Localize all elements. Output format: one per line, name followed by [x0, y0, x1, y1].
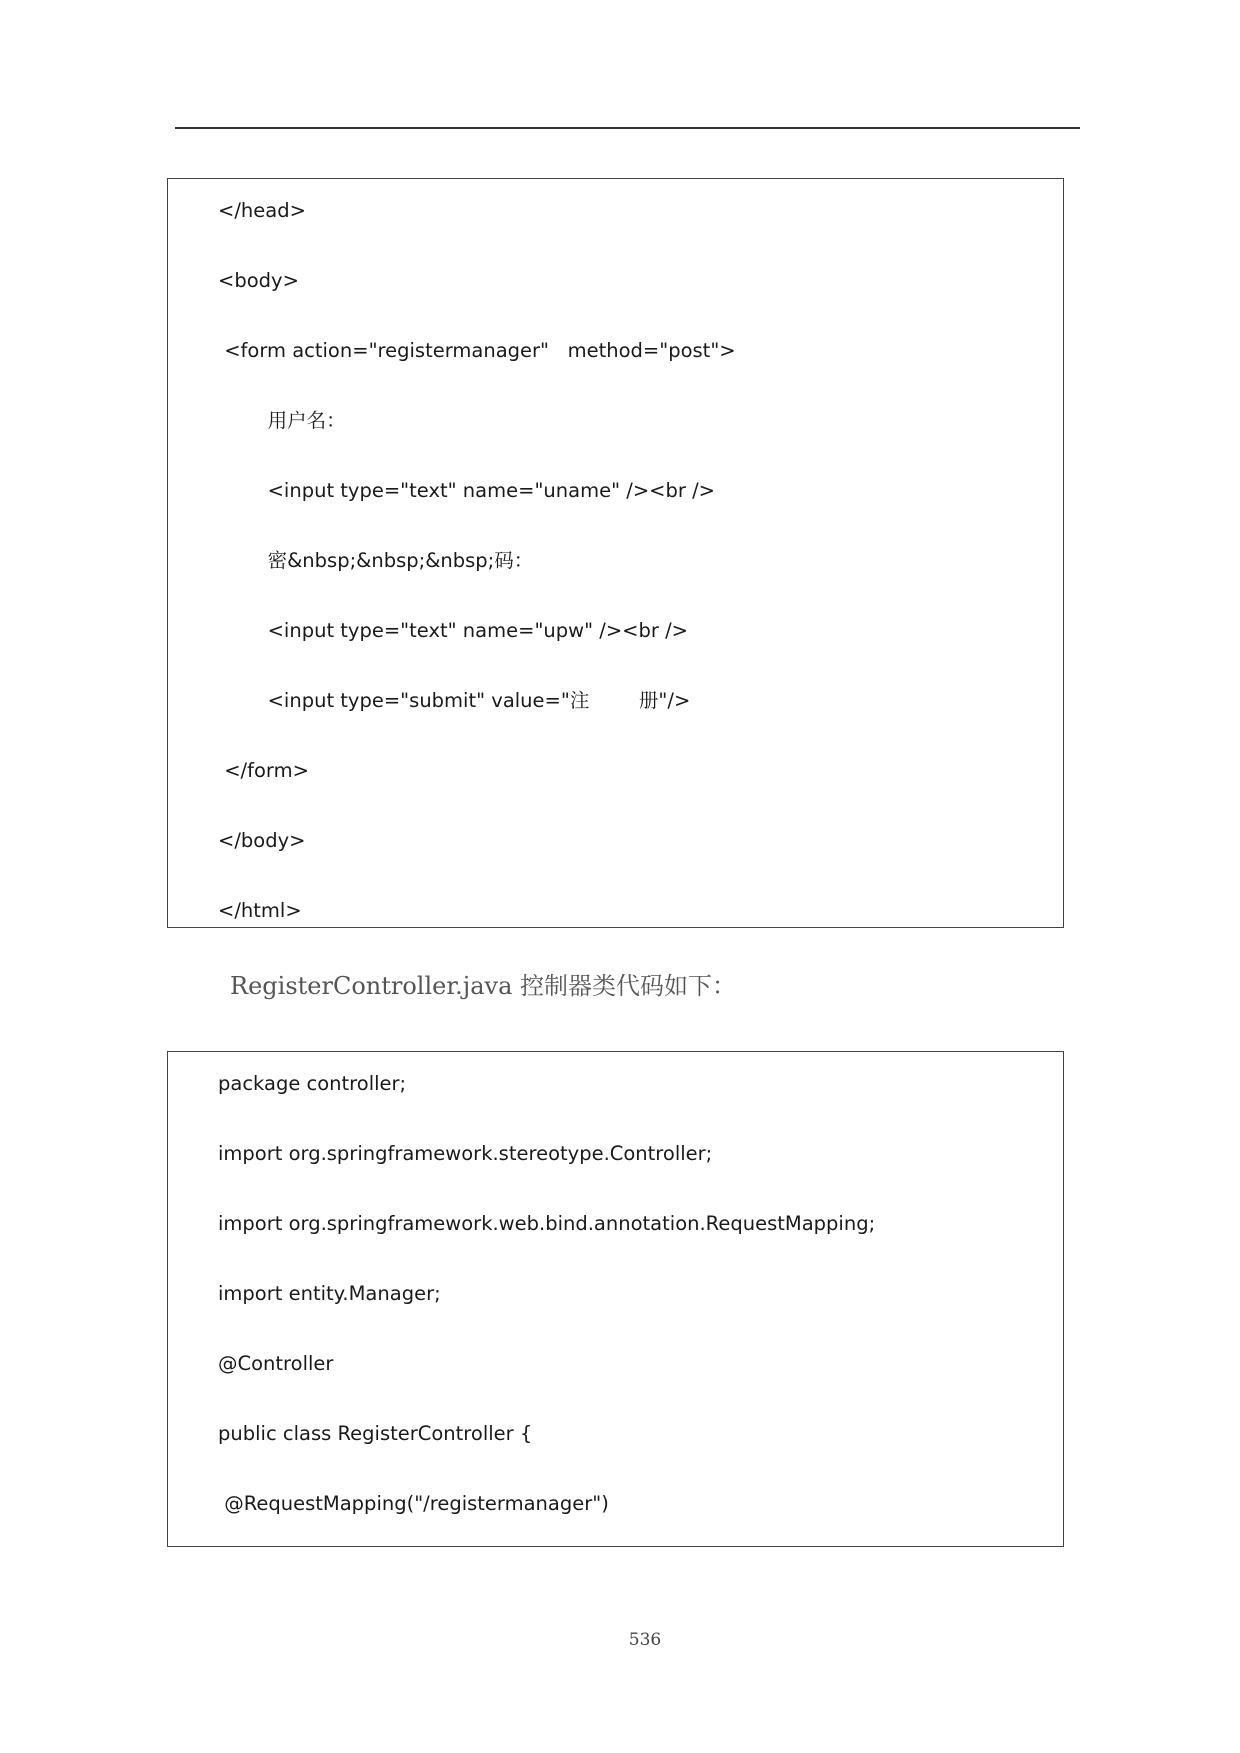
- code-line: </html>: [218, 899, 302, 922]
- code-line: </body>: [218, 829, 306, 852]
- code-line: </form>: [218, 759, 309, 782]
- code-line: 用户名：: [218, 409, 346, 432]
- code-line: import org.springframework.web.bind.annotation.RequestMapping;: [218, 1212, 876, 1235]
- code-block-html-form: [167, 178, 1064, 928]
- code-line: <input type="text" name="uname" /><br />: [218, 479, 715, 502]
- code-line: package controller;: [218, 1072, 407, 1095]
- code-line: <form action="registermanager" method="post">: [218, 339, 736, 362]
- code-line: import entity.Manager;: [218, 1282, 441, 1305]
- header-rule: [175, 127, 1080, 129]
- code-line: <input type="text" name="upw" /><br />: [218, 619, 689, 642]
- code-line: 密&nbsp;&nbsp;&nbsp;码：: [218, 549, 534, 572]
- page-number: 536: [628, 1630, 662, 1650]
- code-line: @RequestMapping("/registermanager"): [218, 1492, 609, 1515]
- code-line: @Controller: [218, 1352, 334, 1375]
- code-line: </head>: [218, 199, 306, 222]
- code-line: <body>: [218, 269, 299, 292]
- code-line: import org.springframework.stereotype.Controller;: [218, 1142, 713, 1165]
- code-line: <input type="submit" value="注 册"/>: [218, 689, 691, 712]
- code-line: public class RegisterController {: [218, 1422, 533, 1445]
- section-caption: RegisterController.java 控制器类代码如下：: [230, 972, 737, 1000]
- code-block-java-controller: [167, 1051, 1064, 1547]
